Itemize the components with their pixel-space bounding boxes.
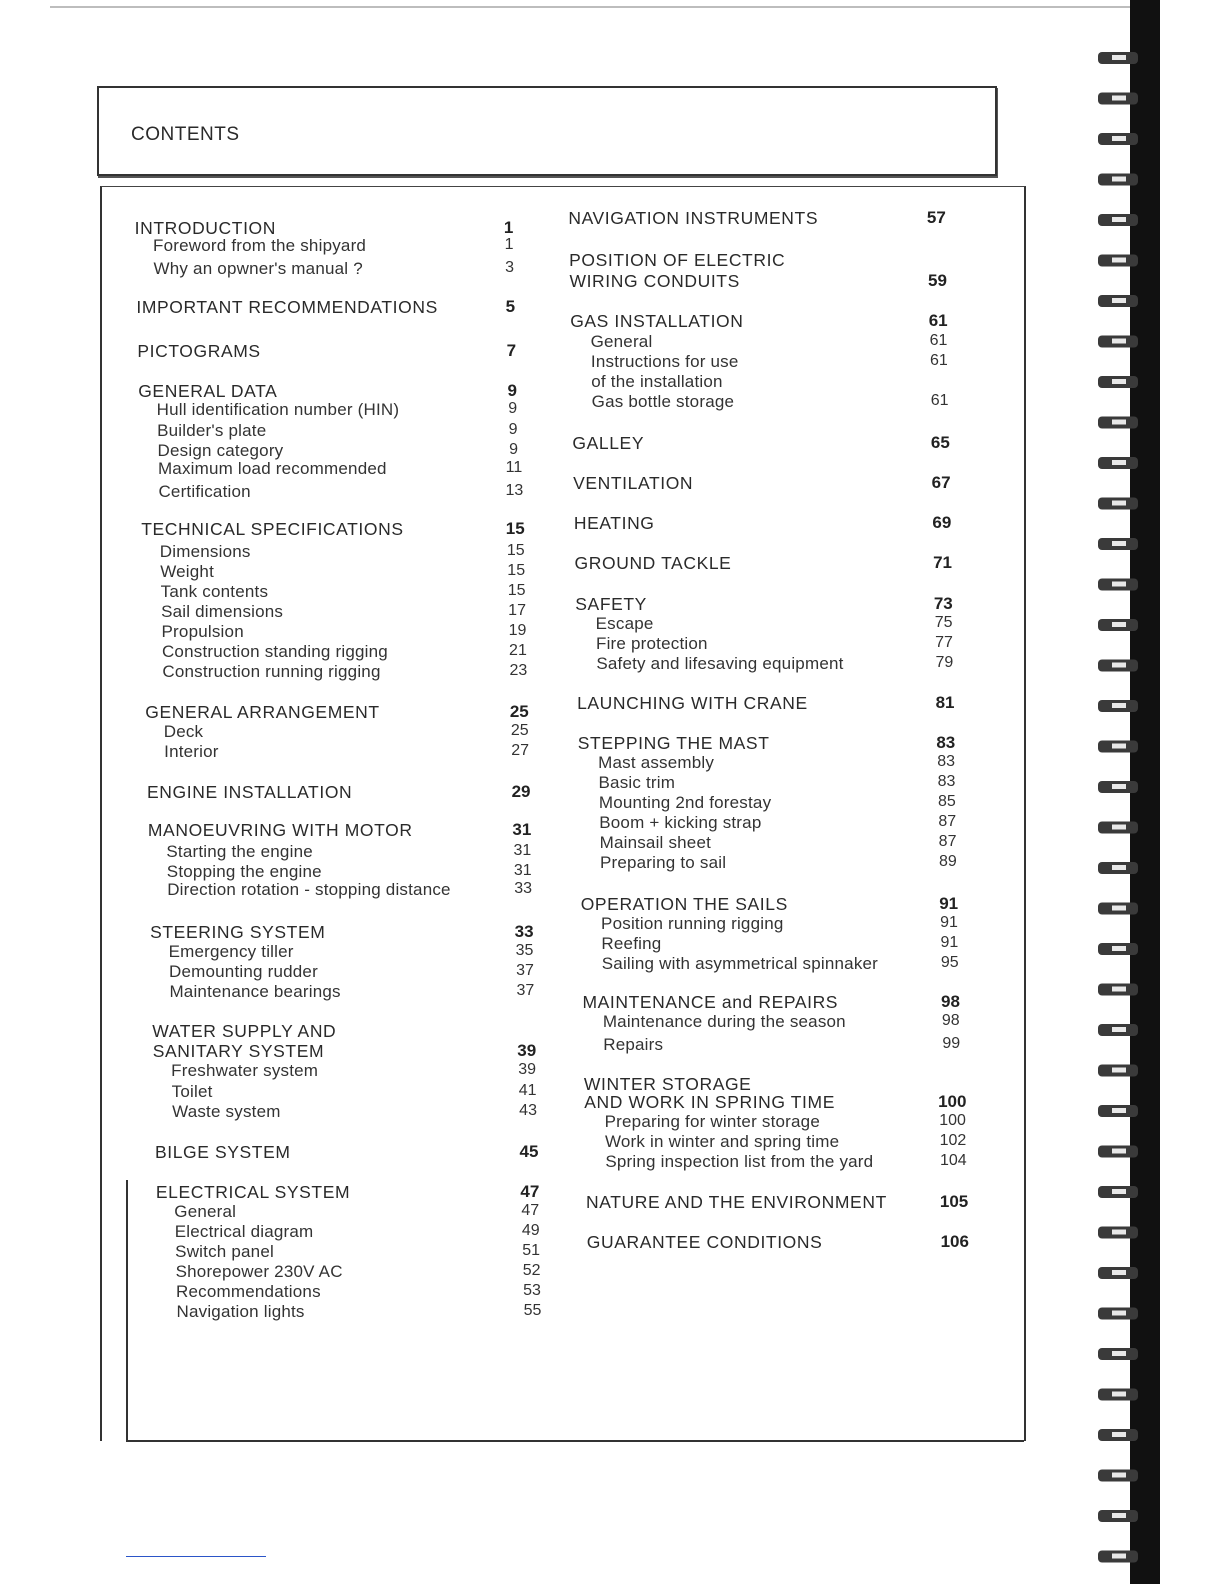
binding-hole xyxy=(1112,987,1126,992)
right-page-number: 73 xyxy=(933,594,953,613)
left-page-number: 7 xyxy=(506,341,517,360)
right-heading: NAVIGATION INSTRUMENTS xyxy=(568,208,819,228)
right-subentry: Mounting 2nd forestay xyxy=(598,793,772,812)
binding-hole xyxy=(1112,298,1126,303)
scan-top-edge xyxy=(50,6,1130,8)
right-heading: VENTILATION xyxy=(573,473,694,493)
right-subentry: Boom + kicking strap xyxy=(599,813,762,832)
right-heading: LAUNCHING WITH CRANE xyxy=(577,693,808,713)
left-subentry: Recommendations xyxy=(176,1282,321,1301)
right-page-number: 105 xyxy=(939,1192,969,1211)
right-page-number: 100 xyxy=(938,1092,967,1111)
right-page-number: 102 xyxy=(939,1132,967,1149)
right-subentry: Position running rigging xyxy=(601,914,784,933)
left-page-number: 27 xyxy=(511,742,530,759)
binding-hole xyxy=(1112,136,1126,141)
right-page-number: 61 xyxy=(928,311,948,330)
left-heading: ENGINE INSTALLATION xyxy=(147,782,353,802)
binding-hole xyxy=(1112,1068,1126,1073)
left-subentry: Toilet xyxy=(171,1082,213,1101)
binding-hole xyxy=(1112,541,1126,546)
right-page-number: 75 xyxy=(934,614,953,631)
left-subentry: Shorepower 230V AC xyxy=(175,1262,343,1281)
left-subentry: Certification xyxy=(158,482,251,501)
right-heading: SAFETY xyxy=(575,594,647,614)
right-page-number: 79 xyxy=(935,654,954,671)
footer-rule xyxy=(126,1556,266,1557)
left-page-number: 39 xyxy=(518,1061,537,1078)
left-subentry: Waste system xyxy=(172,1102,281,1121)
right-page-number: 95 xyxy=(940,954,959,971)
left-page-number: 43 xyxy=(519,1102,537,1119)
right-page-number: 87 xyxy=(938,833,957,850)
right-page-number: 99 xyxy=(942,1035,961,1052)
left-page-number: 9 xyxy=(507,381,517,400)
binding-hole xyxy=(1112,1554,1126,1559)
left-page-number: 25 xyxy=(509,702,529,721)
right-heading: GROUND TACKLE xyxy=(574,553,732,573)
binding-hole xyxy=(1112,217,1126,222)
right-page-number: 91 xyxy=(939,894,959,913)
binding-hole xyxy=(1112,1270,1126,1275)
left-page-number: 37 xyxy=(516,962,534,979)
binding-hole xyxy=(1112,1392,1126,1397)
left-page-number: 1 xyxy=(504,236,514,253)
right-subentry: Sailing with asymmetrical spinnaker xyxy=(601,954,879,973)
left-subentry: Tank contents xyxy=(160,582,269,601)
left-page-number: 23 xyxy=(509,662,528,679)
left-page-number: 21 xyxy=(509,642,527,659)
binding-hole xyxy=(1112,177,1126,182)
right-heading: OPERATION THE SAILS xyxy=(580,894,788,914)
left-subentry: Demounting rudder xyxy=(169,962,318,981)
right-page-number: 69 xyxy=(932,513,952,532)
binding-hole xyxy=(1112,1189,1126,1194)
binding-hole xyxy=(1112,582,1126,587)
left-page-number: 5 xyxy=(505,297,516,316)
right-subentry: Spring inspection list from the yard xyxy=(605,1152,874,1171)
binding-hole xyxy=(1112,460,1126,465)
left-subentry: Construction running rigging xyxy=(162,662,381,681)
binding-hole xyxy=(1112,1108,1126,1113)
left-heading: GENERAL ARRANGEMENT xyxy=(145,702,380,722)
right-page-number: 61 xyxy=(930,392,949,409)
left-heading: INTRODUCTION xyxy=(134,218,276,238)
left-page-number: 9 xyxy=(509,441,518,458)
left-subentry: Emergency tiller xyxy=(168,942,294,961)
left-subentry: Switch panel xyxy=(175,1242,274,1261)
binding-hole xyxy=(1112,258,1126,263)
left-page-number: 15 xyxy=(507,562,526,579)
right-page-number: 85 xyxy=(937,793,956,810)
left-page-number: 35 xyxy=(515,942,534,959)
left-page-number: 15 xyxy=(507,582,526,599)
left-page-number: 15 xyxy=(506,542,525,559)
binding-hole xyxy=(1112,946,1126,951)
right-page-number: 91 xyxy=(940,914,958,931)
binding-hole xyxy=(1112,1230,1126,1235)
left-subentry: Why an opwner's manual ? xyxy=(153,259,363,278)
right-subentry: Reefing xyxy=(601,934,662,953)
right-page-number: 77 xyxy=(935,634,953,651)
right-subentry: Mast assembly xyxy=(598,753,715,772)
right-heading: GALLEY xyxy=(572,433,645,453)
right-page-number: 61 xyxy=(929,332,948,349)
binding-hole xyxy=(1112,865,1126,870)
right-page-number: 61 xyxy=(930,352,948,369)
right-page-number: 104 xyxy=(939,1152,967,1169)
left-page-number: 55 xyxy=(523,1302,542,1319)
left-subentry: Sail dimensions xyxy=(161,602,284,621)
right-subentry: Preparing to sail xyxy=(599,853,727,872)
left-page-number: 41 xyxy=(518,1082,537,1099)
left-heading: BILGE SYSTEM xyxy=(154,1142,291,1162)
left-subentry: Interior xyxy=(164,742,219,761)
right-heading: STEPPING THE MAST xyxy=(577,733,770,753)
left-page-number: 9 xyxy=(508,400,518,417)
left-heading: IMPORTANT RECOMMENDATIONS xyxy=(136,297,438,317)
box-left-edge xyxy=(126,1180,128,1442)
left-subentry: Navigation lights xyxy=(176,1302,305,1321)
binding-hole xyxy=(1112,1473,1126,1478)
binding-hole xyxy=(1112,501,1126,506)
left-page-number: 49 xyxy=(521,1222,540,1239)
left-page-number: 37 xyxy=(516,982,535,999)
right-page-number: 98 xyxy=(941,1012,960,1029)
right-heading: AND WORK IN SPRING TIME xyxy=(584,1092,835,1112)
binding-hole xyxy=(1112,703,1126,708)
left-heading: GENERAL DATA xyxy=(138,381,278,401)
right-subentry: Basic trim xyxy=(598,773,676,792)
left-page-number: 19 xyxy=(508,622,527,639)
left-subentry: Dimensions xyxy=(159,542,251,561)
left-subentry: Maximum load recommended xyxy=(157,459,387,478)
right-heading: HEATING xyxy=(573,513,655,533)
spiral-binding xyxy=(1090,0,1224,1584)
right-subentry: of the installation xyxy=(591,372,723,391)
left-page-number: 1 xyxy=(503,218,514,237)
left-heading: PICTOGRAMS xyxy=(137,341,261,361)
binding-hole xyxy=(1112,825,1126,830)
binding-hole xyxy=(1112,96,1126,101)
binding-hole xyxy=(1112,622,1126,627)
left-page-number: 31 xyxy=(512,820,532,839)
left-page-number: 29 xyxy=(511,782,531,801)
left-page-number: 52 xyxy=(522,1262,541,1279)
binding-hole xyxy=(1112,1149,1126,1154)
binding-hole xyxy=(1112,1513,1126,1518)
right-heading: MAINTENANCE and REPAIRS xyxy=(582,992,839,1012)
right-subentry: General xyxy=(590,332,653,351)
right-heading: NATURE AND THE ENVIRONMENT xyxy=(586,1192,887,1212)
binding-hole xyxy=(1112,906,1126,911)
right-page-number: 67 xyxy=(931,473,951,492)
left-page-number: 33 xyxy=(514,880,533,897)
binding-hole xyxy=(1112,1432,1126,1437)
binding-hole xyxy=(1112,1027,1126,1032)
right-page-number: 65 xyxy=(930,433,950,452)
left-page-number: 17 xyxy=(508,602,526,619)
box-bottom-edge xyxy=(126,1440,1024,1442)
left-subentry: Foreword from the shipyard xyxy=(153,236,367,255)
left-subentry: Starting the engine xyxy=(166,842,313,861)
left-subentry: Electrical diagram xyxy=(174,1222,314,1241)
contents-header-box xyxy=(97,86,997,176)
left-page-number: 47 xyxy=(521,1202,540,1219)
left-heading: WATER SUPPLY AND xyxy=(152,1021,337,1041)
right-subentry: Escape xyxy=(595,614,654,633)
left-page-number: 51 xyxy=(522,1242,541,1259)
left-heading: ELECTRICAL SYSTEM xyxy=(155,1182,351,1202)
left-subentry: Maintenance bearings xyxy=(169,982,341,1001)
left-heading: TECHNICAL SPECIFICATIONS xyxy=(141,519,404,539)
right-heading: GUARANTEE CONDITIONS xyxy=(586,1232,823,1252)
right-heading: WINTER STORAGE xyxy=(583,1074,752,1094)
right-page-number: 81 xyxy=(935,693,955,712)
left-subentry: General xyxy=(174,1202,237,1221)
right-subentry: Safety and lifesaving equipment xyxy=(596,654,844,673)
binding-hole xyxy=(1112,663,1126,668)
binding-hole xyxy=(1112,1311,1126,1316)
right-heading: POSITION OF ELECTRIC xyxy=(569,250,786,270)
right-subentry: Fire protection xyxy=(596,634,708,653)
left-heading: SANITARY SYSTEM xyxy=(152,1041,325,1061)
right-page-number: 83 xyxy=(937,753,956,770)
left-page-number: 25 xyxy=(510,722,529,739)
left-page-number: 11 xyxy=(505,459,523,476)
binding-hole xyxy=(1112,339,1126,344)
left-page-number: 31 xyxy=(513,862,532,879)
right-page-number: 83 xyxy=(936,733,956,752)
left-page-number: 39 xyxy=(517,1041,537,1060)
right-page-number: 106 xyxy=(940,1232,969,1251)
right-page-number: 98 xyxy=(940,992,960,1011)
binding-hole xyxy=(1112,784,1126,789)
right-page-number: 57 xyxy=(926,208,946,227)
binding-hole xyxy=(1112,744,1126,749)
left-subentry: Design category xyxy=(157,441,284,460)
left-subentry: Stopping the engine xyxy=(166,862,322,881)
left-subentry: Deck xyxy=(163,722,204,741)
binding-hole xyxy=(1112,55,1126,60)
binding-hole xyxy=(1112,379,1126,384)
right-subentry: Repairs xyxy=(603,1035,664,1054)
left-heading: MANOEUVRING WITH MOTOR xyxy=(147,820,413,840)
right-subentry: Work in winter and spring time xyxy=(604,1132,840,1151)
left-page-number: 53 xyxy=(523,1282,541,1299)
right-subentry: Preparing for winter storage xyxy=(604,1112,820,1131)
left-page-number: 31 xyxy=(513,842,532,859)
left-subentry: Construction standing rigging xyxy=(161,642,388,661)
left-subentry: Weight xyxy=(160,562,215,581)
left-page-number: 45 xyxy=(519,1142,539,1161)
left-subentry: Direction rotation - stopping distance xyxy=(167,880,451,899)
left-page-number: 47 xyxy=(520,1182,540,1201)
right-page-number: 100 xyxy=(939,1112,966,1129)
left-page-number: 15 xyxy=(505,519,525,538)
right-subentry: Gas bottle storage xyxy=(591,392,735,411)
right-page-number: 71 xyxy=(933,553,952,572)
right-page-number: 89 xyxy=(939,853,957,870)
left-subentry: Freshwater system xyxy=(171,1061,319,1080)
binding-hole xyxy=(1112,420,1126,425)
right-subentry: Maintenance during the season xyxy=(602,1012,846,1031)
left-page-number: 9 xyxy=(508,421,518,438)
left-subentry: Builder's plate xyxy=(157,421,267,440)
right-page-number: 87 xyxy=(938,813,957,830)
right-subentry: Mainsail sheet xyxy=(599,833,712,852)
left-page-number: 3 xyxy=(505,259,514,276)
left-subentry: Propulsion xyxy=(161,622,244,641)
right-page-number: 83 xyxy=(937,773,956,790)
right-heading: GAS INSTALLATION xyxy=(570,311,744,331)
page-title: CONTENTS xyxy=(131,124,240,145)
right-heading: WIRING CONDUITS xyxy=(569,271,740,291)
left-page-number: 13 xyxy=(505,482,524,499)
right-page-number: 91 xyxy=(940,934,959,951)
left-heading: STEERING SYSTEM xyxy=(150,922,326,942)
right-subentry: Instructions for use xyxy=(590,352,739,371)
left-page-number: 33 xyxy=(514,922,534,941)
left-subentry: Hull identification number (HIN) xyxy=(156,400,400,419)
right-page-number: 59 xyxy=(928,271,947,290)
binding-hole xyxy=(1112,1351,1126,1356)
